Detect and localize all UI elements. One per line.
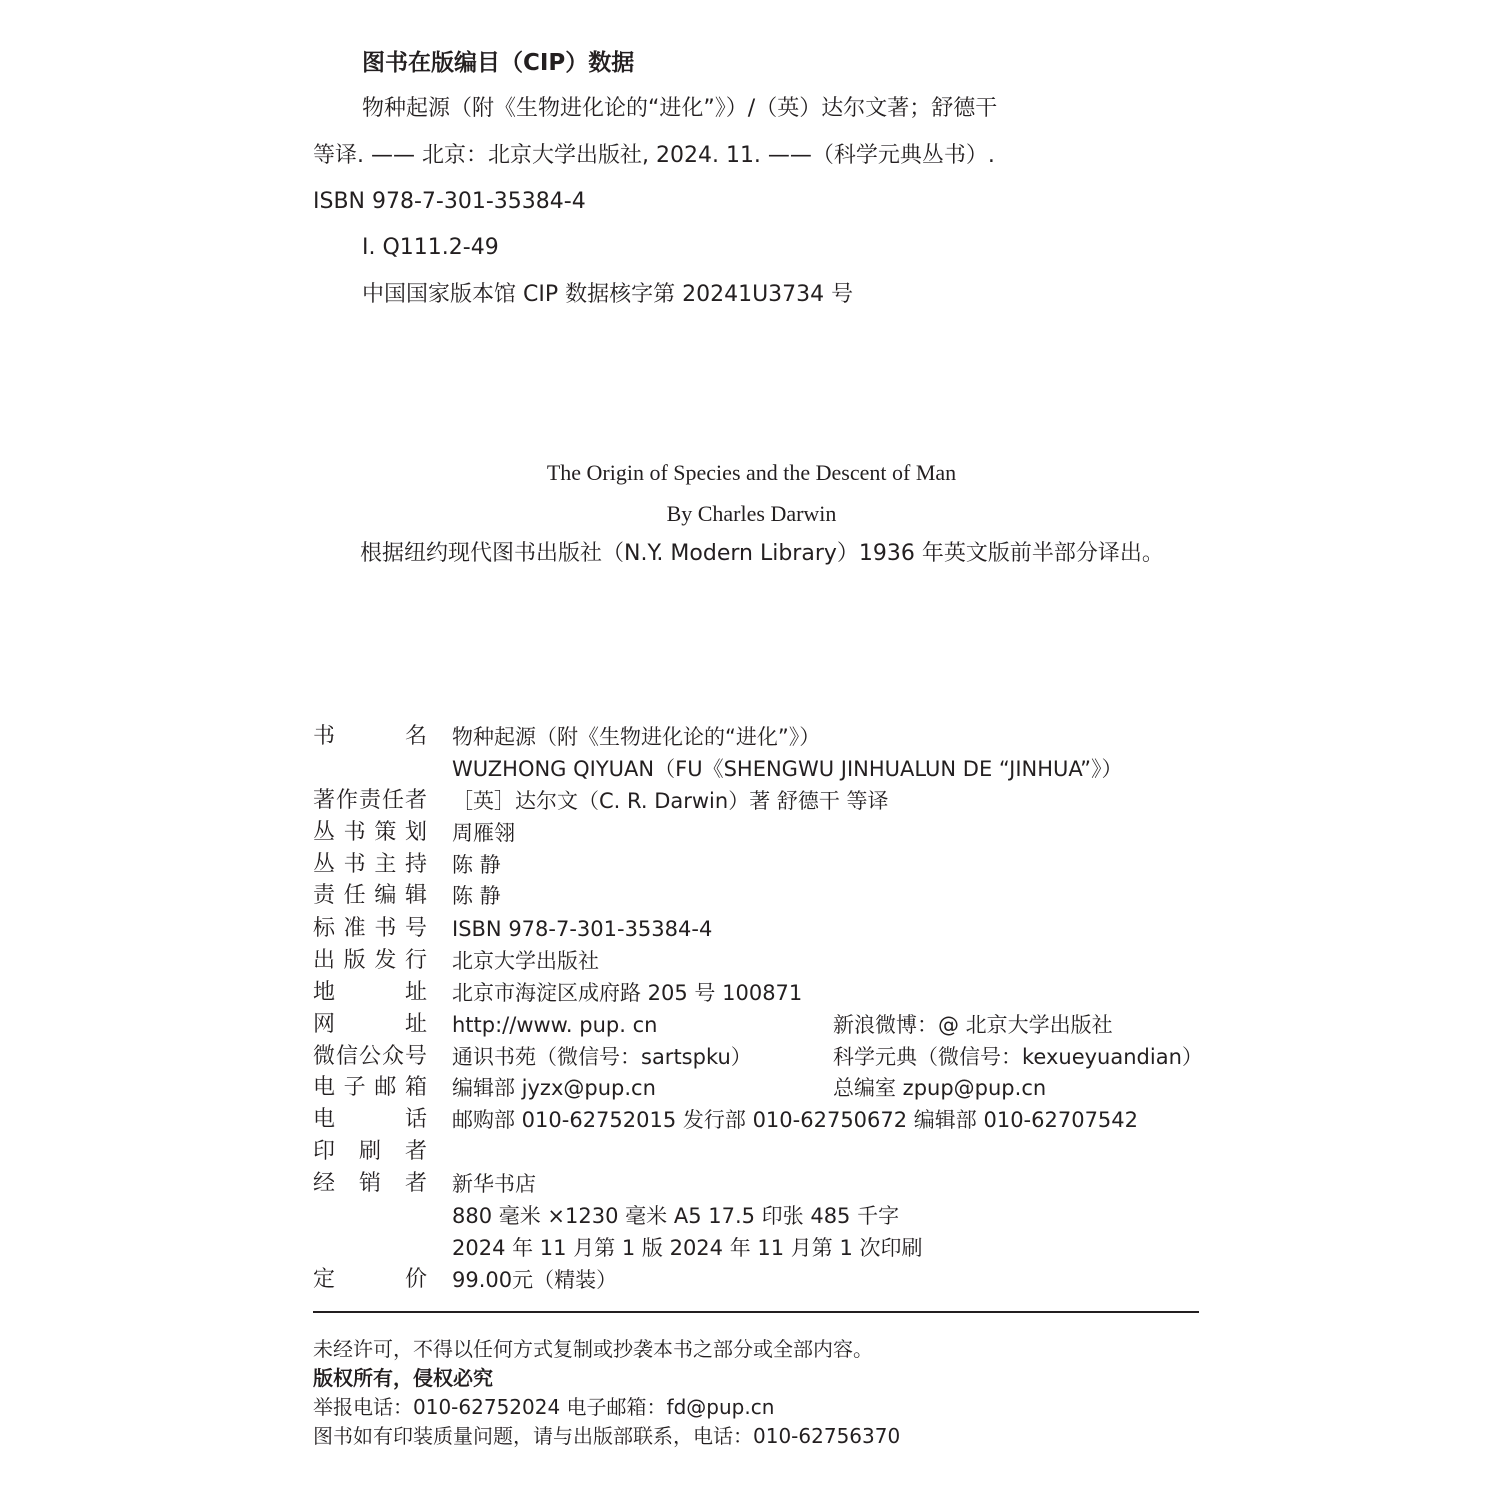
cip-line-1: 物种起源（附《生物进化论的“进化”》）/（英）达尔文著；舒德干 (362, 96, 998, 121)
series-plan-label: 丛 书 策 划 (313, 820, 427, 845)
editor-label: 责 任 编 辑 (313, 883, 427, 908)
translation-source-note: 根据纽约现代图书出版社（N.Y. Modern Library）1936 年英文版前半部分译出。 (360, 541, 1164, 566)
address-value: 北京市海淀区成府路 205 号 100871 (452, 981, 803, 1005)
phone-label: 电 话 (313, 1107, 427, 1132)
series-plan-value: 周雁翎 (452, 821, 515, 845)
english-author: By Charles Darwin (666, 501, 837, 526)
price-value: 99.00元（精装） (452, 1268, 618, 1292)
cip-heading: 图书在版编目（CIP）数据 (362, 50, 635, 76)
publisher-label: 出 版 发 行 (313, 948, 427, 973)
cip-record: 中国国家版本馆 CIP 数据核字第 20241U3734 号 (362, 282, 854, 307)
book-name: 物种起源（附《生物进化论的“进化”》） (452, 725, 821, 749)
wechat-label: 微 信 公 众 号 (313, 1044, 427, 1069)
isbn-value: ISBN 978-7-301-35384-4 (452, 917, 713, 941)
editor-value: 陈 静 (452, 884, 501, 908)
address-label: 地 址 (313, 980, 427, 1005)
phone-value: 邮购部 010-62752015 发行部 010-62750672 编辑部 010-62707542 (452, 1108, 1139, 1132)
printer-label: 印 刷 者 (313, 1139, 427, 1164)
isbn-label: 标 准 书 号 (313, 916, 427, 941)
book-name-label: 书 名 (313, 724, 427, 749)
publisher-value: 北京大学出版社 (452, 949, 599, 973)
cip-classification: Ⅰ. Q111.2-49 (362, 235, 499, 260)
quality-contact: 图书如有印装质量问题，请与出版部联系，电话：010-62756370 (313, 1424, 901, 1448)
weibo-value: 新浪微博：@ 北京大学出版社 (833, 1013, 1113, 1037)
format-value: 880 毫米 ×1230 毫米 A5 17.5 印张 485 千字 (452, 1204, 900, 1228)
wechat-value-1: 通识书苑（微信号：sartspku） (452, 1045, 752, 1069)
website-link[interactable]: http://www. pup. cn (452, 1013, 658, 1037)
price-label: 定 价 (313, 1267, 427, 1292)
distributor-label: 经 销 者 (313, 1171, 427, 1196)
author-label: 著 作 责 任 者 (313, 788, 427, 813)
divider (313, 1311, 1199, 1313)
edition-value: 2024 年 11 月第 1 版 2024 年 11 月第 1 次印刷 (452, 1236, 923, 1260)
cip-isbn: ISBN 978-7-301-35384-4 (313, 189, 586, 214)
cip-line-2: 等译. —— 北京：北京大学出版社, 2024. 11. ——（科学元典丛书）. (313, 143, 995, 168)
series-host-label: 丛 书 主 持 (313, 852, 427, 877)
series-host-value: 陈 静 (452, 853, 501, 877)
report-contact: 举报电话：010-62752024 电子邮箱：fd@pup.cn (313, 1395, 775, 1419)
email-label: 电 子 邮 箱 (313, 1075, 427, 1100)
email-value-2[interactable]: 总编室 zpup@pup.cn (833, 1076, 1047, 1100)
author-value: ［英］达尔文（C. R. Darwin）著 舒德干 等译 (452, 789, 889, 813)
wechat-value-2: 科学元典（微信号：kexueyuandian） (833, 1045, 1203, 1069)
distributor-value: 新华书店 (452, 1172, 536, 1196)
website-label: 网 址 (313, 1012, 427, 1037)
english-title: The Origin of Species and the Descent of Man (546, 460, 957, 485)
rights-reserved: 版权所有，侵权必究 (313, 1366, 493, 1390)
book-name-pinyin: WUZHONG QIYUAN（FU《SHENGWU JINHUALUN DE “JINHUA”》） (452, 757, 1123, 781)
email-value-1[interactable]: 编辑部 jyzx@pup.cn (452, 1076, 656, 1100)
copy-notice: 未经许可，不得以任何方式复制或抄袭本书之部分或全部内容。 (313, 1337, 873, 1361)
